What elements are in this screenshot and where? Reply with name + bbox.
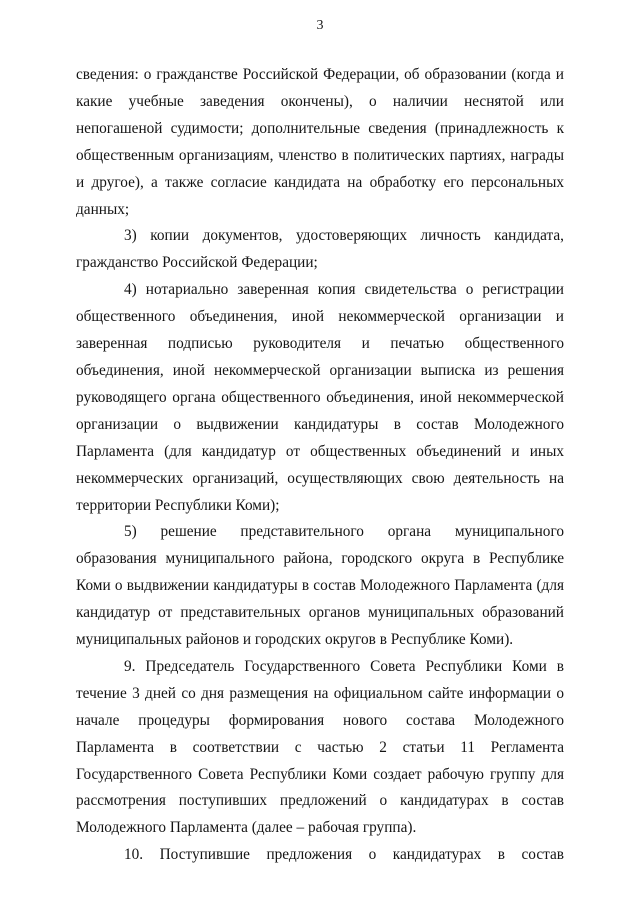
paragraph-item-4: 4) нотариально заверенная копия свидетельства о регистрации общественного объединения, иной некоммерческой организации и заверенная подписью руководителя и печатью общественного объединения, иной некоммерческой организации выписка из решения руководящего органа общественного объединения, иной некоммерческой организации о выдвижении кандидатуры в состав Молодежного Парламента (для кандидатур от общественных объединений и иных некоммерческих организаций, осуществляющих свою деятельность на территории Республики Коми); <box>76 281 564 514</box>
page-number: 3 <box>316 18 324 33</box>
paragraph-section-9: 9. Председатель Государственного Совета Республики Коми в течение 3 дней со дня размещения на официальном сайте информации о начале процедуры формирования нового состава Молодежного Парламента в соответствии с частью 2 статьи 11 Регламента Государственного Совета Республики Коми создает рабочую группу для рассмотрения поступивших предложений о кандидатурах в состав Молодежного Парламента (далее – рабочая группа). <box>76 657 564 837</box>
paragraph-section-10: 10. Поступившие предложения о кандидатурах в состав <box>124 846 564 864</box>
paragraph-item-3: 3) копии документов, удостоверяющих личность кандидата, гражданство Российской Федерации; <box>76 227 564 272</box>
paragraph-continuation: сведения: о гражданстве Российской Федерации, об образовании (когда и какие учебные заведения окончены), о наличии неснятой или непогашеной судимости; дополнительные сведения (принадлежность к общественным организациям, членство в политических партиях, награды и другое), а также согласие кандидата на обработку его персональных данных; <box>76 66 564 218</box>
paragraph-item-5: 5) решение представительного органа муниципального образования муниципального района, городского округа в Республике Коми о выдвижении кандидатуры в состав Молодежного Парламента (для кандидатур от представительных органов муниципальных образований муниципальных районов и городских округов в Республике Коми). <box>76 523 564 649</box>
document-body <box>76 62 564 869</box>
